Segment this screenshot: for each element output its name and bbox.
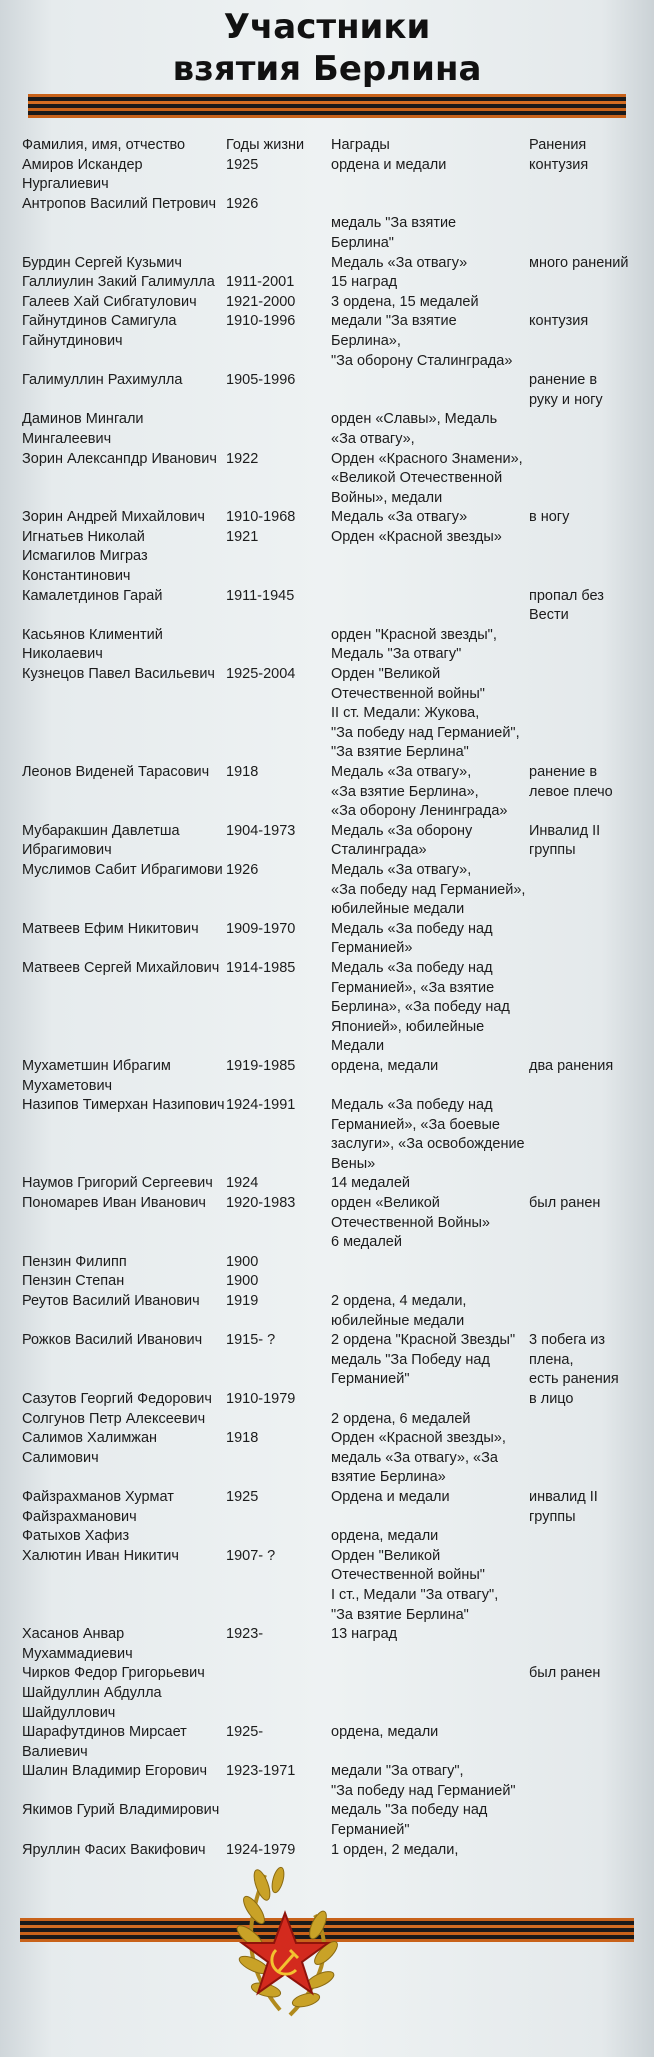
cell-years [226,547,331,586]
cell-name: Рожков Василий Иванович [22,1332,203,1349]
header-years: Годы жизни [226,137,305,153]
cell-wounds: ранение в левое плечо [529,764,613,800]
cell-awards [331,547,529,586]
title-line-2: взятия Берлина [172,49,482,89]
cell-wounds [529,1253,642,1273]
cell-years [226,1410,331,1430]
table-row [22,959,642,1057]
cell-wounds [529,293,642,313]
cell-name: Файзрахманов Хурмат Файзрахманович [22,1488,174,1525]
cell-name: Галимуллин Рахимулла [22,372,183,389]
cell-awards [331,1684,529,1723]
cell-name: Сазутов Георгий Федорович [22,1391,212,1407]
cell-name: Солгунов Петр Алексеевич [22,1410,206,1427]
cell-name: Леонов Виденей Тарасович [22,764,210,780]
cell-awards: медаль "За победу над Германией" [331,1802,488,1839]
table-row [22,1096,642,1174]
table-row [22,1410,642,1430]
cell-name: Камалетдинов Гарай [22,587,163,604]
cell-years: 1918 [226,1430,259,1447]
cell-wounds [529,1841,642,1861]
cell-awards: Медаль «За оборону Сталинграда» [331,822,473,859]
cell-awards: Медаль «За отвагу», «За взятие Берлина», «За оборону Ленинграда» [331,764,508,820]
table-row [22,920,642,959]
table-row [22,587,642,626]
cell-years [226,626,331,665]
cell-awards [331,1272,529,1292]
table-row [22,1390,642,1410]
cell-name: Якимов Гурий Владимирович [22,1802,220,1819]
cell-wounds [529,1723,642,1762]
cell-wounds [529,626,642,665]
cell-wounds [529,1410,642,1430]
cell-years [226,1664,331,1684]
cell-name: Амиров Искандер Нургалиевич [22,156,143,193]
cell-name: Мухаметшин Ибрагим Мухаметович [22,1057,171,1094]
cell-years: 1925-2004 [226,666,296,683]
table-row [22,1762,642,1801]
victory-star-emblem [210,1825,360,2025]
cell-years: 1921-2000 [226,293,296,310]
cell-wounds: в лицо [529,1391,574,1407]
cell-wounds [529,1684,642,1723]
cell-years: 1914-1985 [226,959,296,976]
table-row [22,1057,642,1096]
table-row [22,1684,642,1723]
table-row [22,665,642,763]
cell-awards: ордена, медали [331,1057,439,1074]
title-line-1: Участники [223,7,431,47]
cell-awards: орден «Славы», Медаль «За отвагу», [331,411,498,447]
table-row [22,450,642,509]
cell-wounds [529,1801,642,1840]
cell-name: Пензин Степан [22,1273,125,1290]
table-row [22,1723,642,1762]
header-wounds: Ранения [529,137,587,153]
cell-name: Галеев Хай Сибгатулович [22,293,197,310]
cell-years: 1911-1945 [226,587,295,604]
cell-name: Реутов Василий Иванович [22,1293,200,1310]
cell-awards: орден «Великой Отечественной Войны» 6 медалей [331,1195,490,1251]
table-row [22,371,642,410]
cell-name: Салимов Халимжан Салимович [22,1430,158,1466]
table-row [22,195,642,254]
cell-name: Галлиулин Закий Галимулла [22,274,215,291]
cell-years [226,1684,331,1723]
cell-wounds [529,1762,642,1801]
cell-wounds [529,1292,642,1331]
cell-years: 1922 [226,450,259,467]
cell-name: Чирков Федор Григорьевич [22,1665,205,1682]
cell-awards: Орден "Великой Отечественной войны" I ст., Медали "За отвагу", "За взятие Берлина" [331,1547,499,1623]
cell-name: Антропов Василий Петрович [22,195,217,212]
cell-years [226,410,331,449]
cell-name: Наумов Григорий Сергеевич [22,1175,213,1192]
cell-name: Даминов Мингали Мингалеевич [22,411,144,447]
table-header-row [22,136,642,156]
cell-name: Мубаракшин Давлетша Ибрагимович [22,822,180,859]
cell-wounds [529,1625,642,1664]
table-row [22,1272,642,1292]
table-row [22,312,642,371]
cell-years [226,254,331,274]
cell-years: 1905-1996 [226,372,296,389]
cell-wounds [529,1174,642,1194]
cell-years: 1919 [226,1293,259,1310]
cell-years: 1911-2001 [226,274,295,291]
cell-years: 1904-1973 [226,822,296,839]
cell-awards [331,1390,529,1410]
cell-awards [331,1664,529,1684]
cell-awards: Медаль «За победу над Германией», «За взятие Берлина», «За победу над Японией», юбилейные Медали [331,959,510,1055]
table-body [22,156,642,1861]
cell-wounds [529,547,642,586]
cell-years: 1924 [226,1175,259,1192]
cell-name: Шарафутдинов Мирсает Валиевич [22,1724,187,1760]
cell-wounds [529,1272,642,1292]
cell-awards [331,1253,529,1273]
cell-awards: ордена, медали [331,1528,439,1545]
cell-wounds: инвалид II группы [529,1488,598,1525]
cell-name: Шайдуллин Абдулла Шайдуллович [22,1684,162,1721]
cell-awards: ордена и медали [331,156,447,173]
table-row [22,1292,642,1331]
cell-awards: Медаль «За победу над Германией» [331,920,493,957]
table-row [22,410,642,449]
cell-years: 1923- [226,1626,264,1643]
table-row [22,293,642,313]
cell-name: Касьянов Климентий Николаевич [22,626,163,663]
table-row [22,1488,642,1527]
cell-wounds [529,1527,642,1547]
cell-years: 1900 [226,1273,259,1290]
cell-name: Матвеев Сергей Михайлович [22,959,220,976]
cell-awards: 1 орден, 2 медали, [331,1841,459,1858]
cell-name: Зорин Андрей Михайлович [22,509,205,526]
table-row [22,508,642,528]
cell-awards: Медаль «За победу над Германией», «За боевые заслуги», «За освобождение Вены» [331,1097,525,1172]
header-name: Фамилия, имя, отчество [22,137,186,153]
cell-awards [331,371,529,410]
table-row [22,822,642,861]
table-row [22,1253,642,1273]
cell-name: Кузнецов Павел Васильевич [22,666,215,683]
cell-name: Бурдин Сергей Кузьмич [22,254,182,271]
cell-wounds [529,959,642,1057]
cell-wounds [529,410,642,449]
cell-years: 1907- ? [226,1547,276,1564]
cell-wounds [529,1547,642,1625]
cell-name: Зорин Алексанпдр Иванович [22,450,217,467]
cell-years: 1921 [226,528,259,545]
cell-wounds [529,1429,642,1488]
cell-years: 1926 [226,861,259,878]
cell-name: Гайнутдинов Самигула Гайнутдинович [22,313,177,349]
header-awards: Награды [331,137,390,153]
cell-name: Муслимов Сабит Ибрагимови [22,861,223,878]
cell-name: Пензин Филипп [22,1253,127,1270]
cell-wounds [529,528,642,548]
cell-awards: медаль "За взятие Берлина" [331,215,457,251]
cell-awards: ордена, медали [331,1724,439,1741]
table-row [22,1429,642,1488]
cell-wounds [529,861,642,920]
cell-years: 1926 [226,195,259,212]
table-row [22,273,642,293]
veterans-table [22,136,642,1860]
cell-wounds: много ранений [529,254,629,271]
cell-awards: Орден «Красного Знамени», «Великой Отечественной Войны», медали [331,450,523,506]
cell-awards: 2 ордена, 4 медали, юбилейные медали [331,1293,467,1329]
cell-name: Назипов Тимерхан Назипович [22,1097,225,1114]
cell-wounds [529,920,642,959]
cell-wounds: ранение в руку и ногу [529,372,603,408]
page-title [0,6,654,90]
cell-wounds: Инвалид II группы [529,822,601,859]
cell-awards: Ордена и медали [331,1488,450,1505]
cell-wounds [529,665,642,763]
cell-years: 1925 [226,156,259,173]
cell-years: 1910-1968 [226,509,296,526]
cell-awards: Медаль «За отвагу», «За победу над Германией», юбилейные медали [331,861,526,918]
cell-awards: 13 наград [331,1626,398,1643]
cell-awards: 2 ордена "Красной Звезды" медаль "За Победу над Германией" [331,1332,516,1388]
table-row [22,254,642,274]
table-row [22,528,642,548]
cell-name: Фатыхов Хафиз [22,1528,130,1545]
cell-awards [331,587,529,626]
cell-years: 1910-1979 [226,1391,296,1407]
cell-awards: 3 ордена, 15 медалей [331,293,479,310]
cell-name: Хасанов Анвар Мухаммадиевич [22,1626,133,1662]
cell-wounds [529,273,642,293]
cell-name: Пономарев Иван Иванович [22,1195,206,1212]
cell-years: 1924-1979 [226,1841,296,1858]
cell-awards: 15 наград [331,274,398,291]
cell-wounds: контузия [529,313,589,330]
cell-awards: медали "За взятие Берлина», "За оборону Сталинграда» [331,313,513,369]
cell-awards: орден "Красной звезды", Медаль "За отвагу" [331,626,497,663]
cell-years: 1923-1971 [226,1763,296,1780]
table-row [22,1547,642,1625]
cell-years: 1910-1996 [226,313,296,330]
cell-years: 1920-1983 [226,1195,296,1212]
table-row [22,626,642,665]
cell-awards: медали "За отвагу", "За победу над Германией" [331,1763,516,1799]
table-row [22,1625,642,1664]
cell-name: Халютин Иван Никитич [22,1547,179,1564]
cell-awards: 14 медалей [331,1175,411,1192]
table-row [22,1664,642,1684]
cell-name: Шалин Владимир Егорович [22,1763,208,1780]
cell-wounds: контузия [529,156,589,173]
cell-years: 1915- ? [226,1332,276,1349]
cell-years: 1924-1991 [226,1097,296,1114]
cell-wounds: два ранения [529,1057,614,1074]
cell-wounds: в ногу [529,509,570,526]
table-row [22,1331,642,1390]
cell-name: Яруллин Фасих Вакифович [22,1841,206,1858]
cell-name: Игнатьев Николай [22,528,145,545]
cell-awards: 2 ордена, 6 медалей [331,1410,471,1427]
cell-years [226,1527,331,1547]
cell-awards: Орден «Красной звезды», медаль «За отвагу», «За взятие Берлина» [331,1430,506,1486]
cell-wounds: был ранен [529,1195,601,1212]
cell-wounds [529,195,642,254]
table-row [22,763,642,822]
cell-wounds: пропал без Вести [529,587,604,624]
cell-awards: Орден «Красной звезды» [331,528,502,545]
cell-wounds [529,1096,642,1174]
cell-awards: Медаль «За отвагу» [331,509,468,526]
cell-years: 1918 [226,764,259,780]
table-row [22,156,642,195]
cell-wounds: 3 побега из плена, есть ранения [529,1332,619,1388]
table-row [22,547,642,586]
cell-awards: Медаль «За отвагу» [331,254,468,271]
table-row [22,1527,642,1547]
cell-name: Матвеев Ефим Никитович [22,920,199,937]
table-row [22,861,642,920]
cell-wounds: был ранен [529,1665,601,1682]
st-george-ribbon-top [28,94,626,118]
cell-years: 1925- [226,1724,264,1741]
cell-years: 1900 [226,1253,259,1270]
cell-years: 1925 [226,1488,259,1505]
cell-years: 1909-1970 [226,920,296,937]
table-row [22,1194,642,1253]
cell-years: 1919-1985 [226,1057,296,1074]
table-row [22,1174,642,1194]
cell-wounds [529,450,642,509]
cell-awards: Орден "Великой Отечественной войны" II ст. Медали: Жукова, "За победу над Германией", "За взятие Берлина" [331,666,520,761]
cell-name: Исмагилов Миграз Константинович [22,548,148,585]
